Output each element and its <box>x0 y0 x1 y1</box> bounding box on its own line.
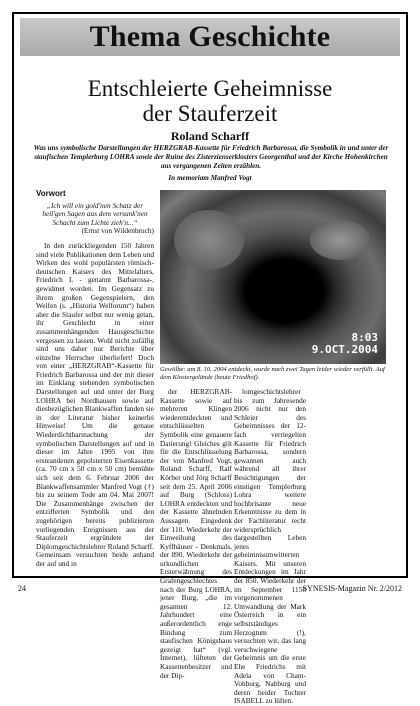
photo-stamp-date: 9.OCT.2004 <box>311 343 378 356</box>
headline-line-1: Entschleierte Geheimnisse <box>87 76 333 101</box>
column-2-body: der HERZGRAB-Kassette sowie auf mehreren Klingen wiederentdeckten und entschlüsselten Symbolik eine genauere Datierung! Gleiches gilt für die Entschlüsselung der von Manfred Vogt, Roland Scharff, Ralf Körber und Jörg Scharff seit dem 25. April 2006 auf Burg (Schloss) LOHRA entdeckten und der Kassette ähnelnden Aussagen. Eingedenk der 110. Wiederkehr der Einweihung des Kyffhäuser - Denkmals, der 890. Wiederkehr der urkundlichen Ersterwähnung des Grafengeschlechtes nach der Burg LOHRA, jener Burg, „die im gesamten 12. Jahrhundert eine außerordentlich enge Bindung zum staufischen Königshaus gezeigt hat“ (vgl. Internet), lüfteten der Kassettenbesitzer und der Dip- <box>160 387 232 680</box>
vorwort-heading: Vorwort <box>36 189 66 198</box>
photo-caption: Gewölbe: am 8. 10. 2004 entdeckt, wurde nach zwei Tagen leider wieder verfüllt. Auf dem Klostergelände (heute Friedhof). <box>160 366 385 381</box>
column-2 <box>160 387 232 680</box>
vault-photo <box>160 190 386 364</box>
magazine-issue: SYNESIS-Magazin Nr. 2/2012 <box>302 584 402 593</box>
page-number: 24 <box>18 584 26 593</box>
epigraph-quote <box>36 202 154 236</box>
section-banner <box>20 18 400 56</box>
article-lead: Was uns symbolische Darstellungen der HERZGRAB-Kassette für Friedrich Barbarossa, die Symbolik in und unter der staufischen Templerburg LOHRA sowie der Ruine des Zisterzienserklosters Georgenthal und der Kirche Hohenkirchen aus vergangenen Zeiten erzählen. <box>33 144 389 170</box>
quote-text: „Ich will ein gold'nen Schatz der heil'gen Sagen aus dem versunk'nen Schacht zum Lichte zieh'n...“ <box>42 200 148 227</box>
column-1-body: In den zurückliegenden 150 Jahren sind viele Publikationen dem Leben und Wirken des wohl populärsten römisch-deutschen Kaisers des Mittelalters, Friedrich I. - genannt Barbarossa-, gewidmet worden. Im Gegensatz zu ihrem großen Gegenspielern, den Welfen (s. „Historia Welforum“) haben aber die Staufer selbst nur wenig getan, ihr Geschlecht in einer zusammenhängenden Hausgeschichte vergessen zu lassen. Wohl nicht zufällig sind uns daher nur Berichte über einzelne Herrscher überliefert! Doch von einer „HERZGRAB“-Kassette für Friedrich Barbarossa und der mit dieser im Einklang stehenden symbolischen Darstellungen auf und unter der Burg LOHRA bei Nordhausen sowie auf diesbezüglichen Blankwaffen fanden sie in der Literatur bisher keinerlei Hinweise! Um die genaue Wiederdichtbarmachung der symbolischen Darstellungen auf und in dieser im Jahre 1995 von ihm ersteandenen gepolsterten Eisenkassette (ca. 70 cm x 50 cm x 50 cm) bemühte sich seit dem 6. Februar 2006 der Blankwaffensammler Manfred Vogt (†) bis zu seinem Tode am 04. Mai 2007! Die Zusammenhänge zwischen der entzifferten Symbolik und den zugehörigen bereits publizierten vorliegenden Ereignissen aus der Stauferzeit ergründete der Diplomgeschichtslehrer Roland Scharff. Gemeinsam versuchten beide anhand der auf und in <box>36 240 154 568</box>
photo-date-stamp <box>312 332 378 356</box>
column-3-body: lomgeschichtslehrer bis zum Jahresende 2006 nicht nur den Schleier des Geheimnisses der 12-fach verriegelten Kassette für Friedrich Barbarossa, sondern gewannen auch während all ihrer Besichtigungen der einstigen Templerburg Lohra weitere hochbrisante neue Erkenntnisse zu dem in der Fachliteratur recht widersprüchlich dargestellten Leben jenes geheimnisumwitterten Kaisers. Mit unseren Entdeckungen im Jahr der 850. Wiederkehr der im September 1156 vorgenommenen Umwandlung der Mark Österreich in ein selbstständiges Herzogtum (!), versuchten wir, das lang verschwiegene Geheimnis um die erste Ehe Friedrichs mit Adela von Cham-Vohburg, Nabburg und deren beider Tochter ISABELL zu lüften. <box>234 387 306 706</box>
column-1 <box>36 190 154 569</box>
section-title: Thema Geschichte <box>89 20 331 53</box>
quote-source: (Ernst von Wildenbruch) <box>81 226 154 236</box>
headline-line-2: der Stauferzeit <box>142 101 278 126</box>
photo-rock-right <box>310 220 370 260</box>
photo-rock-left <box>174 210 244 270</box>
author-name: Roland Scharff <box>170 129 250 143</box>
memoriam-line: In memoriam Manfred Vogt <box>168 174 252 182</box>
article-headline <box>20 76 400 126</box>
photo-stamp-time: 8:03 <box>351 331 378 344</box>
column-3 <box>234 387 306 706</box>
